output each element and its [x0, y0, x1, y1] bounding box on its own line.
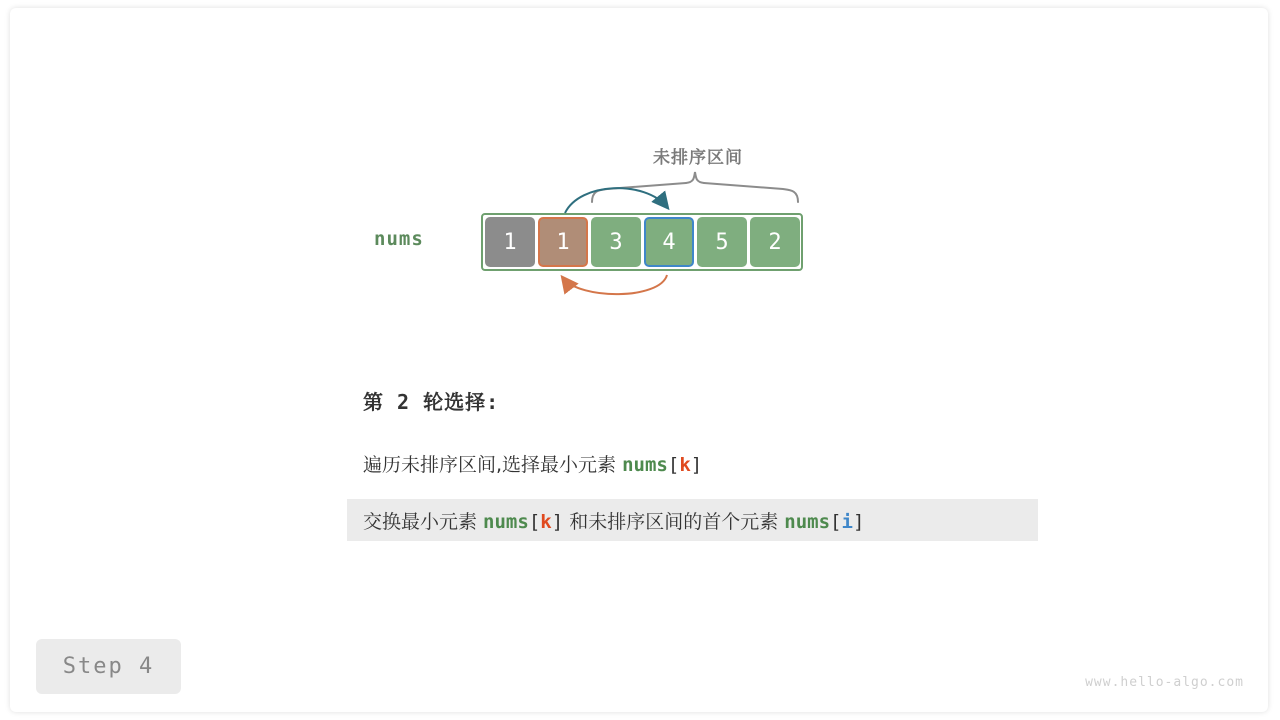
- line2-open-bracket-2: [: [830, 510, 842, 533]
- line2-prefix: 交换最小元素: [363, 510, 484, 533]
- line1-code-name: nums: [622, 454, 668, 476]
- line2-close-bracket-1: ]: [551, 510, 564, 533]
- array-name-label: nums: [374, 228, 424, 250]
- watermark: www.hello-algo.com: [1085, 675, 1244, 690]
- line2-index-2: i: [841, 510, 853, 533]
- line1-prefix: 遍历未排序区间,选择最小元素: [363, 454, 623, 476]
- slide-frame: [10, 8, 1268, 712]
- line2-code-name-2: nums: [784, 510, 831, 533]
- line2-index-1: k: [540, 510, 552, 533]
- line1-close-bracket: ]: [690, 454, 703, 476]
- step-badge: Step 4: [36, 639, 181, 694]
- round-title: 第 2 轮选择:: [363, 390, 500, 414]
- line2-middle: 和未排序区间的首个元素: [563, 510, 785, 533]
- line2-close-bracket-2: ]: [852, 510, 865, 533]
- instruction-line-2-highlight: [347, 499, 1038, 541]
- array-cell-3[interactable]: 4: [644, 217, 694, 267]
- line1-index: k: [679, 454, 691, 476]
- instruction-line-2: [347, 507, 864, 534]
- array-cell-4[interactable]: 5: [697, 217, 747, 267]
- line2-code-name-1: nums: [483, 510, 529, 533]
- line2-open-bracket-1: [: [528, 510, 541, 533]
- array-cell-2[interactable]: 3: [591, 217, 641, 267]
- array-cell-1[interactable]: 1: [538, 217, 588, 267]
- line1-open-bracket: [: [667, 454, 680, 476]
- instruction-line-1: [363, 450, 702, 477]
- array-cell-0[interactable]: 1: [485, 217, 535, 267]
- array-cell-5[interactable]: 2: [750, 217, 800, 267]
- unsorted-range-title: 未排序区间: [653, 148, 743, 168]
